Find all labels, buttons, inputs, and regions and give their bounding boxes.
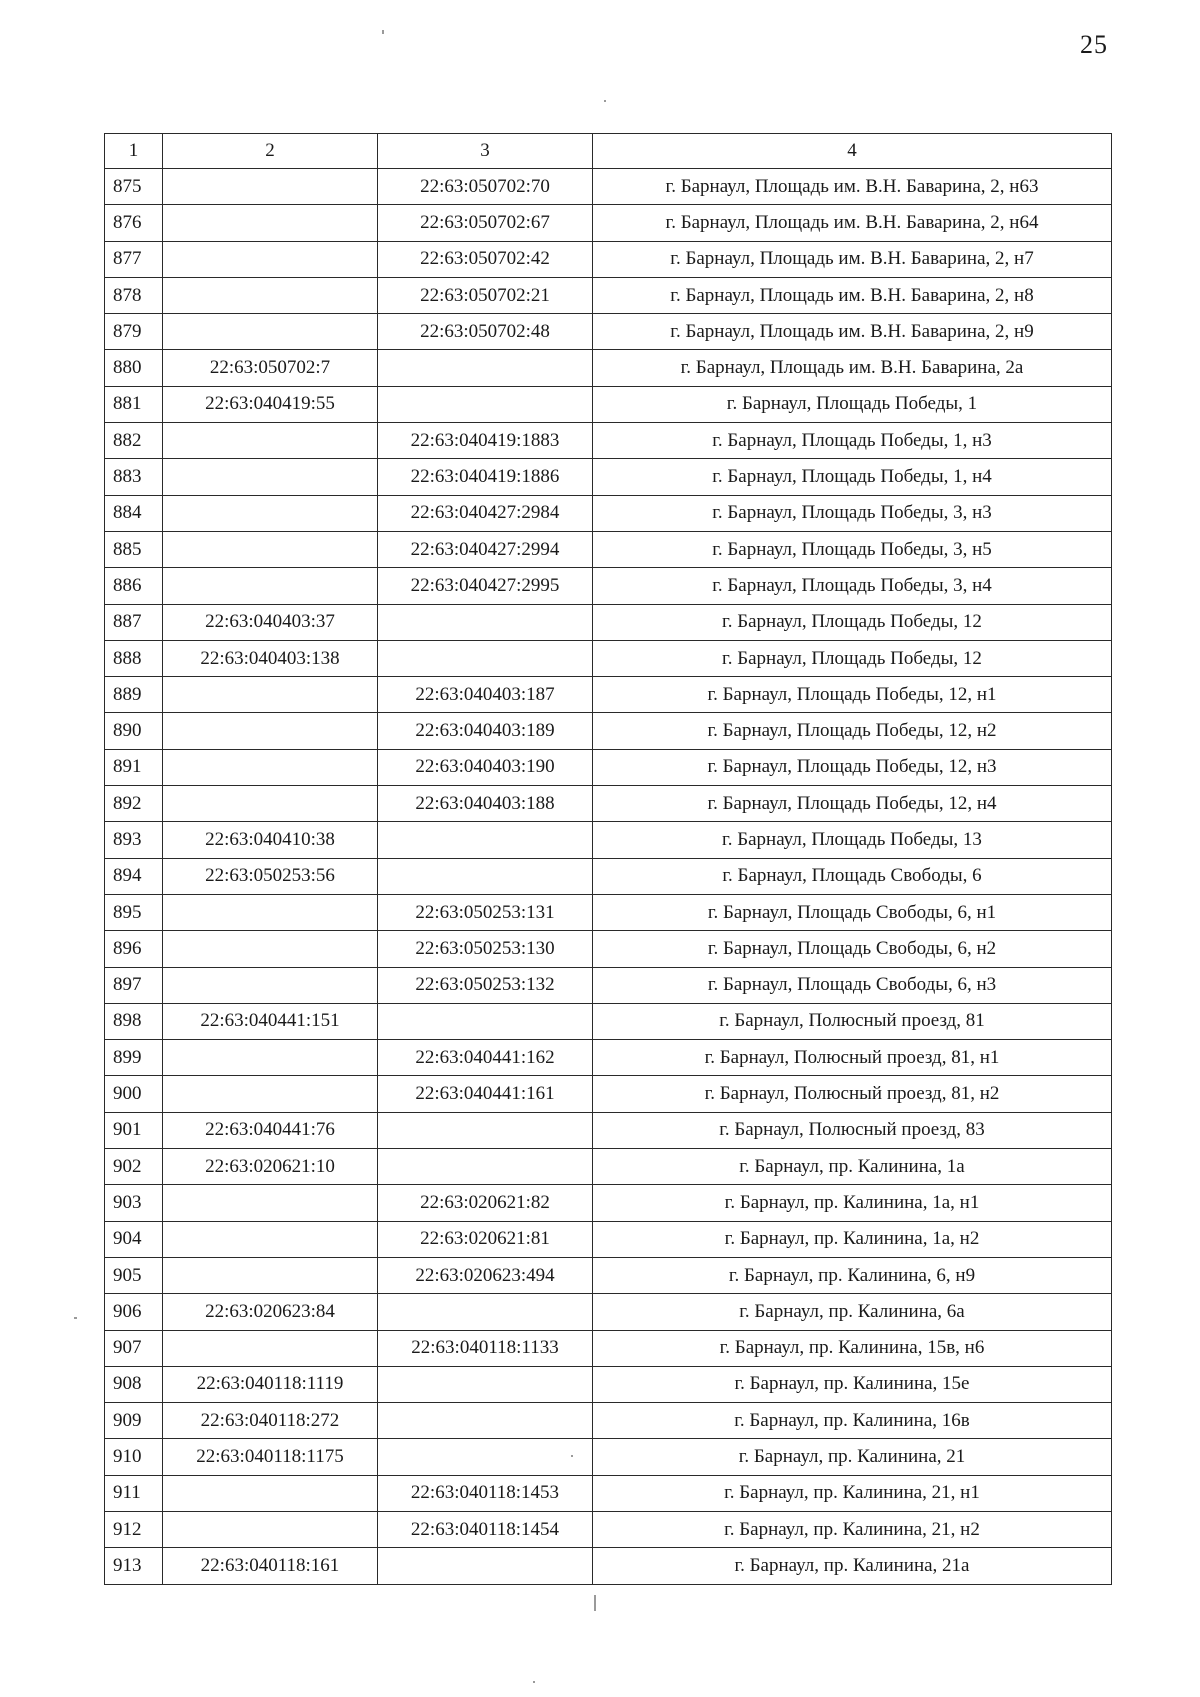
row-number-cell: 875 xyxy=(105,169,163,205)
scan-speck xyxy=(604,100,606,102)
cadastral-premises-cell: 22:63:020623:494 xyxy=(378,1257,593,1293)
address-cell: г. Барнаул, пр. Калинина, 1а xyxy=(593,1149,1112,1185)
cadastral-land-cell xyxy=(163,169,378,205)
row-number-cell: 888 xyxy=(105,640,163,676)
address-cell: г. Барнаул, Полюсный проезд, 81, н1 xyxy=(593,1040,1112,1076)
scan-speck xyxy=(74,1317,77,1319)
cadastral-premises-cell xyxy=(378,604,593,640)
row-number-cell: 885 xyxy=(105,531,163,567)
cadastral-premises-cell xyxy=(378,1294,593,1330)
cadastral-land-cell xyxy=(163,277,378,313)
row-number-cell: 884 xyxy=(105,495,163,531)
address-cell: г. Барнаул, пр. Калинина, 21а xyxy=(593,1548,1112,1584)
cadastral-land-cell: 22:63:040403:37 xyxy=(163,604,378,640)
address-cell: г. Барнаул, Площадь Победы, 12 xyxy=(593,640,1112,676)
row-number-cell: 897 xyxy=(105,967,163,1003)
cadastral-land-cell: 22:63:040118:1175 xyxy=(163,1439,378,1475)
cadastral-premises-cell xyxy=(378,858,593,894)
cadastral-premises-cell: 22:63:050702:70 xyxy=(378,169,593,205)
table-row xyxy=(105,1112,1112,1148)
table-row xyxy=(105,459,1112,495)
address-cell: г. Барнаул, пр. Калинина, 21, н2 xyxy=(593,1511,1112,1547)
cadastral-premises-cell: 22:63:050702:42 xyxy=(378,241,593,277)
cadastral-premises-cell: 22:63:040441:161 xyxy=(378,1076,593,1112)
cadastral-premises-cell: 22:63:050253:132 xyxy=(378,967,593,1003)
table-row xyxy=(105,1257,1112,1293)
address-cell: г. Барнаул, пр. Калинина, 1а, н1 xyxy=(593,1185,1112,1221)
table-row xyxy=(105,749,1112,785)
table-row xyxy=(105,786,1112,822)
row-number-cell: 878 xyxy=(105,277,163,313)
cadastral-premises-cell: 22:63:040441:162 xyxy=(378,1040,593,1076)
cadastral-land-cell xyxy=(163,314,378,350)
row-number-cell: 891 xyxy=(105,749,163,785)
address-cell: г. Барнаул, Площадь Победы, 13 xyxy=(593,822,1112,858)
address-cell: г. Барнаул, пр. Калинина, 16в xyxy=(593,1403,1112,1439)
row-number-cell: 913 xyxy=(105,1548,163,1584)
cadastral-land-cell xyxy=(163,1076,378,1112)
cadastral-premises-cell: 22:63:020621:81 xyxy=(378,1221,593,1257)
cadastral-land-cell xyxy=(163,205,378,241)
cadastral-premises-cell: 22:63:050702:21 xyxy=(378,277,593,313)
cadastral-premises-cell xyxy=(378,386,593,422)
scan-speck xyxy=(571,1455,573,1457)
table-row xyxy=(105,894,1112,930)
row-number-cell: 896 xyxy=(105,931,163,967)
address-cell: г. Барнаул, Площадь им. В.Н. Баварина, 2а xyxy=(593,350,1112,386)
cadastral-land-cell: 22:63:040419:55 xyxy=(163,386,378,422)
table-row xyxy=(105,1475,1112,1511)
table-row xyxy=(105,640,1112,676)
row-number-cell: 877 xyxy=(105,241,163,277)
table-row xyxy=(105,495,1112,531)
cadastral-premises-cell xyxy=(378,1403,593,1439)
column-header-4: 4 xyxy=(593,134,1112,169)
cadastral-land-cell xyxy=(163,967,378,1003)
table-header xyxy=(105,134,1112,169)
cadastral-premises-cell: 22:63:040118:1454 xyxy=(378,1511,593,1547)
cadastral-land-cell: 22:63:020621:10 xyxy=(163,1149,378,1185)
cadastral-land-cell xyxy=(163,1185,378,1221)
cadastral-premises-cell xyxy=(378,822,593,858)
row-number-cell: 908 xyxy=(105,1366,163,1402)
cadastral-land-cell: 22:63:040441:76 xyxy=(163,1112,378,1148)
address-cell: г. Барнаул, Площадь Свободы, 6 xyxy=(593,858,1112,894)
table-row xyxy=(105,858,1112,894)
address-cell: г. Барнаул, пр. Калинина, 6а xyxy=(593,1294,1112,1330)
page-number: 25 xyxy=(1080,30,1108,59)
address-cell: г. Барнаул, Площадь Победы, 3, н3 xyxy=(593,495,1112,531)
cadastral-land-cell: 22:63:040118:1119 xyxy=(163,1366,378,1402)
cadastral-land-cell xyxy=(163,1040,378,1076)
cadastral-premises-cell: 22:63:040427:2995 xyxy=(378,568,593,604)
table-body xyxy=(105,169,1112,1585)
cadastral-land-cell: 22:63:040118:272 xyxy=(163,1403,378,1439)
cadastral-land-cell: 22:63:040410:38 xyxy=(163,822,378,858)
address-cell: г. Барнаул, пр. Калинина, 21, н1 xyxy=(593,1475,1112,1511)
cadastral-premises-cell: 22:63:040419:1886 xyxy=(378,459,593,495)
table-row xyxy=(105,169,1112,205)
address-cell: г. Барнаул, Площадь им. В.Н. Баварина, 2, н63 xyxy=(593,169,1112,205)
cadastral-land-cell: 22:63:040118:161 xyxy=(163,1548,378,1584)
address-cell: г. Барнаул, Площадь Победы, 12 xyxy=(593,604,1112,640)
address-cell: г. Барнаул, Площадь им. В.Н. Баварина, 2, н8 xyxy=(593,277,1112,313)
cadastral-land-cell: 22:63:040441:151 xyxy=(163,1003,378,1039)
table-row xyxy=(105,568,1112,604)
column-header-2: 2 xyxy=(163,134,378,169)
cadastral-premises-cell: 22:63:040118:1453 xyxy=(378,1475,593,1511)
table-row xyxy=(105,1439,1112,1475)
address-cell: г. Барнаул, Площадь им. В.Н. Баварина, 2, н64 xyxy=(593,205,1112,241)
cadastral-land-cell xyxy=(163,423,378,459)
table-row xyxy=(105,967,1112,1003)
cadastral-premises-cell xyxy=(378,1149,593,1185)
cadastral-premises-cell xyxy=(378,1548,593,1584)
row-number-cell: 912 xyxy=(105,1511,163,1547)
cadastral-premises-cell xyxy=(378,640,593,676)
table-row xyxy=(105,604,1112,640)
cadastral-land-cell: 22:63:050702:7 xyxy=(163,350,378,386)
row-number-cell: 893 xyxy=(105,822,163,858)
table-row xyxy=(105,241,1112,277)
address-cell: г. Барнаул, пр. Калинина, 21 xyxy=(593,1439,1112,1475)
scan-speck xyxy=(594,1595,596,1611)
row-number-cell: 898 xyxy=(105,1003,163,1039)
row-number-cell: 899 xyxy=(105,1040,163,1076)
row-number-cell: 895 xyxy=(105,894,163,930)
cadastral-land-cell xyxy=(163,459,378,495)
address-cell: г. Барнаул, Площадь им. В.Н. Баварина, 2, н7 xyxy=(593,241,1112,277)
cadastral-premises-cell: 22:63:040427:2994 xyxy=(378,531,593,567)
table-row xyxy=(105,1221,1112,1257)
row-number-cell: 905 xyxy=(105,1257,163,1293)
row-number-cell: 880 xyxy=(105,350,163,386)
row-number-cell: 876 xyxy=(105,205,163,241)
table-row xyxy=(105,277,1112,313)
cadastral-land-cell xyxy=(163,713,378,749)
table-row xyxy=(105,1330,1112,1366)
cadastral-premises-cell: 22:63:050253:130 xyxy=(378,931,593,967)
table-row xyxy=(105,1366,1112,1402)
cadastral-premises-cell: 22:63:040419:1883 xyxy=(378,423,593,459)
row-number-cell: 894 xyxy=(105,858,163,894)
table-row xyxy=(105,1040,1112,1076)
cadastral-premises-cell xyxy=(378,1003,593,1039)
cadastral-premises-cell: 22:63:040427:2984 xyxy=(378,495,593,531)
row-number-cell: 887 xyxy=(105,604,163,640)
cadastral-land-cell xyxy=(163,677,378,713)
row-number-cell: 904 xyxy=(105,1221,163,1257)
cadastral-land-cell xyxy=(163,749,378,785)
cadastral-land-cell: 22:63:040403:138 xyxy=(163,640,378,676)
address-cell: г. Барнаул, Площадь им. В.Н. Баварина, 2, н9 xyxy=(593,314,1112,350)
address-cell: г. Барнаул, Полюсный проезд, 81, н2 xyxy=(593,1076,1112,1112)
row-number-cell: 910 xyxy=(105,1439,163,1475)
row-number-cell: 911 xyxy=(105,1475,163,1511)
table-row xyxy=(105,822,1112,858)
cadastral-land-cell xyxy=(163,1257,378,1293)
address-cell: г. Барнаул, пр. Калинина, 1а, н2 xyxy=(593,1221,1112,1257)
table-row xyxy=(105,205,1112,241)
address-cell: г. Барнаул, Площадь Свободы, 6, н1 xyxy=(593,894,1112,930)
address-cell: г. Барнаул, Площадь Победы, 1, н4 xyxy=(593,459,1112,495)
row-number-cell: 906 xyxy=(105,1294,163,1330)
cadastral-land-cell xyxy=(163,568,378,604)
row-number-cell: 902 xyxy=(105,1149,163,1185)
row-number-cell: 879 xyxy=(105,314,163,350)
address-cell: г. Барнаул, Площадь Победы, 3, н5 xyxy=(593,531,1112,567)
table-row xyxy=(105,1149,1112,1185)
row-number-cell: 900 xyxy=(105,1076,163,1112)
row-number-cell: 889 xyxy=(105,677,163,713)
cadastral-premises-cell: 22:63:050702:48 xyxy=(378,314,593,350)
table-row xyxy=(105,1185,1112,1221)
address-cell: г. Барнаул, Полюсный проезд, 83 xyxy=(593,1112,1112,1148)
row-number-cell: 901 xyxy=(105,1112,163,1148)
scan-speck xyxy=(382,30,384,34)
cadastral-premises-cell: 22:63:040403:190 xyxy=(378,749,593,785)
cadastral-premises-cell: 22:63:040403:187 xyxy=(378,677,593,713)
table-row xyxy=(105,1548,1112,1584)
cadastral-premises-cell: 22:63:040403:189 xyxy=(378,713,593,749)
row-number-cell: 890 xyxy=(105,713,163,749)
address-cell: г. Барнаул, Площадь Свободы, 6, н3 xyxy=(593,967,1112,1003)
cadastral-land-cell xyxy=(163,894,378,930)
address-cell: г. Барнаул, Площадь Победы, 1 xyxy=(593,386,1112,422)
table-row xyxy=(105,423,1112,459)
column-header-3: 3 xyxy=(378,134,593,169)
cadastral-land-cell xyxy=(163,786,378,822)
row-number-cell: 881 xyxy=(105,386,163,422)
cadastral-premises-cell xyxy=(378,1112,593,1148)
address-cell: г. Барнаул, Площадь Победы, 12, н2 xyxy=(593,713,1112,749)
table-row xyxy=(105,1511,1112,1547)
row-number-cell: 892 xyxy=(105,786,163,822)
table-row xyxy=(105,1076,1112,1112)
cadastral-land-cell: 22:63:050253:56 xyxy=(163,858,378,894)
address-cell: г. Барнаул, пр. Калинина, 15е xyxy=(593,1366,1112,1402)
cadastral-premises-cell: 22:63:050253:131 xyxy=(378,894,593,930)
address-cell: г. Барнаул, пр. Калинина, 6, н9 xyxy=(593,1257,1112,1293)
cadastral-land-cell xyxy=(163,495,378,531)
cadastral-premises-cell: 22:63:050702:67 xyxy=(378,205,593,241)
table-row xyxy=(105,350,1112,386)
row-number-cell: 886 xyxy=(105,568,163,604)
address-cell: г. Барнаул, Площадь Победы, 12, н1 xyxy=(593,677,1112,713)
cadastral-land-cell xyxy=(163,1221,378,1257)
scan-speck xyxy=(533,1681,535,1683)
table-row xyxy=(105,531,1112,567)
cadastral-premises-cell: 22:63:020621:82 xyxy=(378,1185,593,1221)
header-row xyxy=(105,134,1112,169)
address-cell: г. Барнаул, Площадь Победы, 12, н4 xyxy=(593,786,1112,822)
table-row xyxy=(105,677,1112,713)
row-number-cell: 883 xyxy=(105,459,163,495)
row-number-cell: 882 xyxy=(105,423,163,459)
cadastral-land-cell xyxy=(163,1330,378,1366)
address-cell: г. Барнаул, Площадь Победы, 12, н3 xyxy=(593,749,1112,785)
row-number-cell: 909 xyxy=(105,1403,163,1439)
registry-table xyxy=(104,133,1112,1585)
cadastral-land-cell: 22:63:020623:84 xyxy=(163,1294,378,1330)
cadastral-premises-cell: 22:63:040403:188 xyxy=(378,786,593,822)
cadastral-land-cell xyxy=(163,931,378,967)
cadastral-premises-cell xyxy=(378,1439,593,1475)
address-cell: г. Барнаул, Полюсный проезд, 81 xyxy=(593,1003,1112,1039)
table-row xyxy=(105,1294,1112,1330)
column-header-1: 1 xyxy=(105,134,163,169)
table-row xyxy=(105,1003,1112,1039)
row-number-cell: 903 xyxy=(105,1185,163,1221)
cadastral-premises-cell: 22:63:040118:1133 xyxy=(378,1330,593,1366)
cadastral-premises-cell xyxy=(378,350,593,386)
address-cell: г. Барнаул, пр. Калинина, 15в, н6 xyxy=(593,1330,1112,1366)
row-number-cell: 907 xyxy=(105,1330,163,1366)
cadastral-land-cell xyxy=(163,241,378,277)
cadastral-land-cell xyxy=(163,531,378,567)
table-row xyxy=(105,1403,1112,1439)
cadastral-land-cell xyxy=(163,1511,378,1547)
table-row xyxy=(105,314,1112,350)
table-row xyxy=(105,713,1112,749)
address-cell: г. Барнаул, Площадь Победы, 1, н3 xyxy=(593,423,1112,459)
table-row xyxy=(105,931,1112,967)
cadastral-land-cell xyxy=(163,1475,378,1511)
address-cell: г. Барнаул, Площадь Свободы, 6, н2 xyxy=(593,931,1112,967)
cadastral-premises-cell xyxy=(378,1366,593,1402)
table-row xyxy=(105,386,1112,422)
address-cell: г. Барнаул, Площадь Победы, 3, н4 xyxy=(593,568,1112,604)
